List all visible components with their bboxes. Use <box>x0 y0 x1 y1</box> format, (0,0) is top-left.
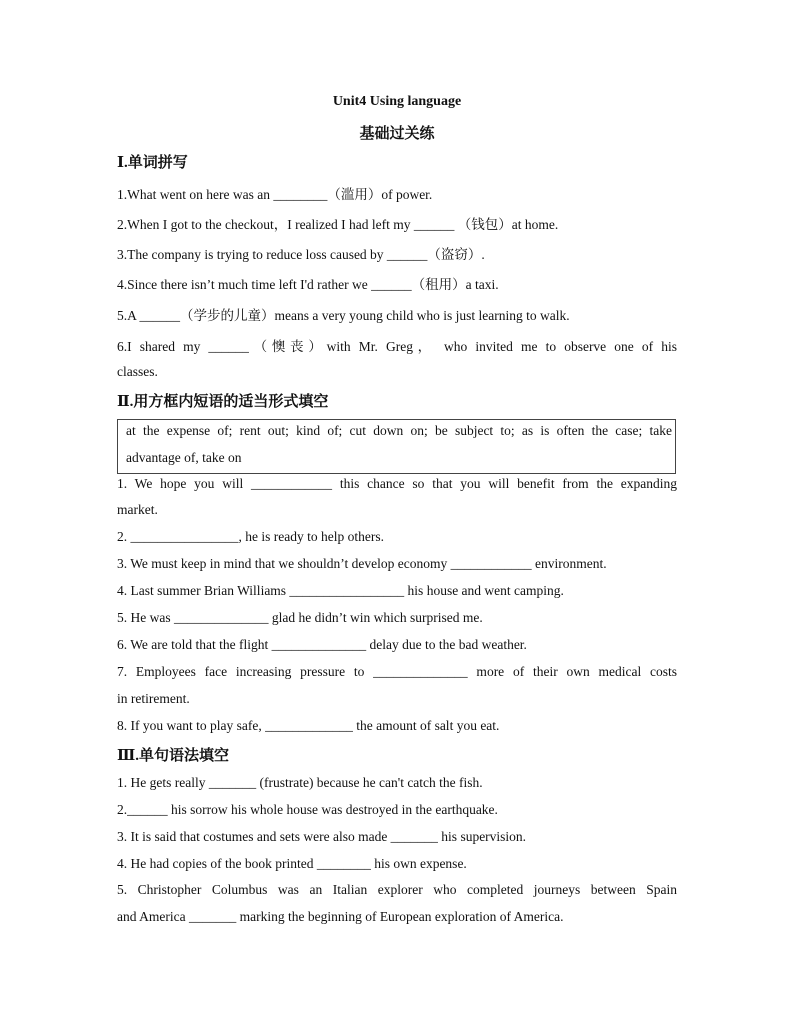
question-line: 1.What went on here was an ________（滥用）of power. <box>117 187 433 202</box>
question-line: 3. We must keep in mind that we shouldn’t develop economy ____________ environment. <box>117 556 607 571</box>
page-subtitle: 基础过关练 <box>359 126 435 142</box>
question-line: 4. He had copies of the book printed ________ his own expense. <box>117 856 467 871</box>
phrase-box-line: advantage of, take on <box>126 450 242 465</box>
question-line: 4. Last summer Brian Williams _________________ his house and went camping. <box>117 583 564 598</box>
question-line: 3.The company is trying to reduce loss caused by ______（盗窃）. <box>117 247 485 262</box>
question-line: 5. Christopher Columbus was an Italian explorer who completed journeys between Spain <box>117 882 677 897</box>
question-line: 5.A ______（学步的儿童）means a very young child who is just learning to walk. <box>117 308 570 323</box>
question-line: 5. He was ______________ glad he didn’t win which surprised me. <box>117 610 483 625</box>
question-line-continuation: market. <box>117 502 158 517</box>
question-line-continuation: classes. <box>117 364 158 379</box>
question-line: 2.When I got to the checkout，I realized I had left my ______ （钱包）at home. <box>117 217 559 232</box>
question-line-continuation: in retirement. <box>117 691 190 706</box>
section-heading-grammar: Ⅲ.单句语法填空 <box>117 748 230 764</box>
question-line: 8. If you want to play safe, _____________ the amount of salt you eat. <box>117 718 500 733</box>
section-heading-spelling: Ⅰ.单词拼写 <box>117 155 188 171</box>
question-line: 2.______ his sorrow his whole house was destroyed in the earthquake. <box>117 802 498 817</box>
question-line: 6. We are told that the flight ______________ delay due to the bad weather. <box>117 637 527 652</box>
phrase-box <box>117 419 676 474</box>
page-title: Unit4 Using language <box>332 94 462 109</box>
question-line: 2. ________________, he is ready to help others. <box>117 529 384 544</box>
question-line: 1. He gets really _______ (frustrate) because he can't catch the fish. <box>117 775 483 790</box>
question-line-continuation: and America _______ marking the beginning of European exploration of America. <box>117 909 564 924</box>
question-line: 7. Employees face increasing pressure to ______________ more of their own medical costs <box>117 664 677 679</box>
question-line: 1. We hope you will ____________ this chance so that you will benefit from the expanding <box>117 476 677 491</box>
question-line: 6.I shared my ______（懊丧）with Mr. Greg， who invited me to observe one of his <box>117 339 677 354</box>
question-line: 4.Since there isn’t much time left I'd rather we ______（租用）a taxi. <box>117 277 499 292</box>
section-heading-phrases: Ⅱ.用方框内短语的适当形式填空 <box>117 394 329 410</box>
phrase-box-line: at the expense of; rent out; kind of; cut down on; be subject to; as is often the case; take <box>126 423 672 438</box>
question-line: 3. It is said that costumes and sets were also made _______ his supervision. <box>117 829 527 844</box>
